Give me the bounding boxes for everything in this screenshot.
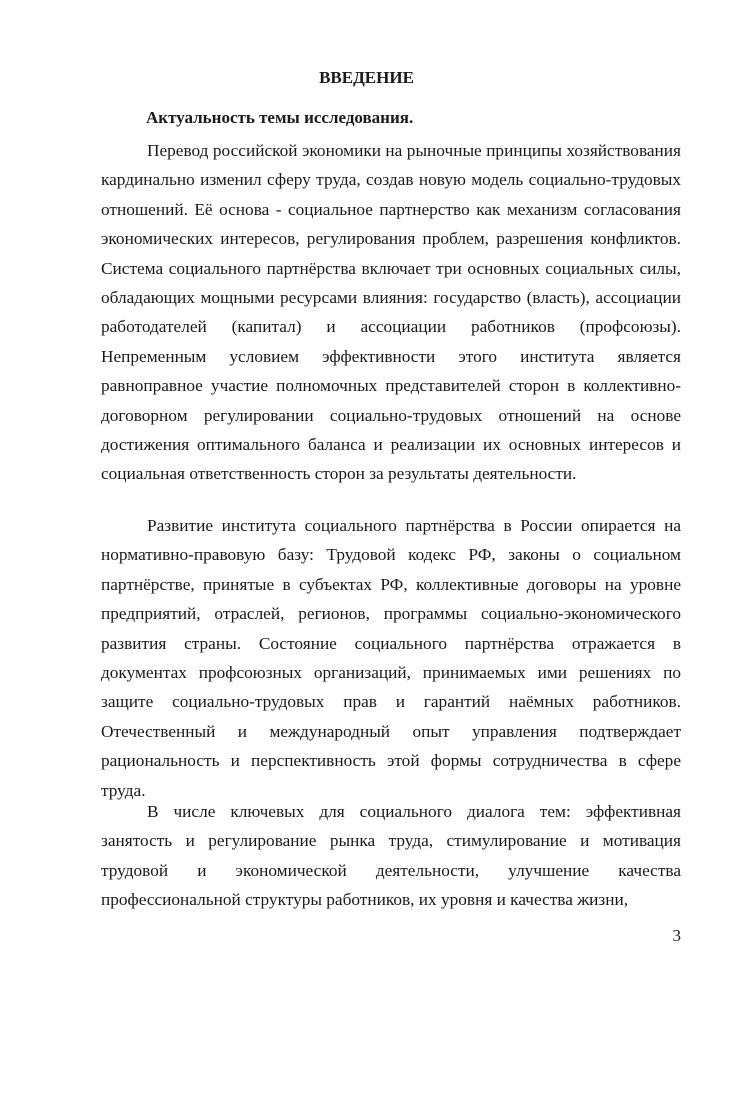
paragraph-relevance: Перевод российской экономики на рыночные принципы хозяйствования кардинально изменил сферу труда, создав новую модель социально-трудовых отношений. Её основа - социальное партнерство как механизм согласования экономических интересов, регулирования проблем, разрешения конфликтов. Система социального партнёрства включает три основных социальных силы, обладающих мощными ресурсами влияния: государство (власть), ассоциации работодателей (капитал) и ассоциации работников (профсоюзы). Непременным условием эффективности этого института является равноправное участие полномочных представителей сторон в коллективно-договорном регулировании социально-трудовых отношений на основе достижения оптимального баланса и реализации их основных интересов и социальная ответственность сторон за результаты деятельности. — [101, 141, 681, 484]
section-subheading: Актуальность темы исследования. — [146, 108, 414, 127]
page-number: 3 — [672, 926, 681, 945]
section-heading: ВВЕДЕНИЕ — [319, 68, 414, 87]
paragraph-institution: Развитие института социального партнёрства в России опирается на нормативно-правовую базу: Трудовой кодекс РФ, законы о социальном партнёрстве, принятые в субъектах РФ, коллективные договоры на уровне предприятий, отраслей, регионов, программы социально-экономического развития страны. Состояние социального партнёрства отражается в документах профсоюзных организаций, принимаемых ими решениях по защите социально-трудовых прав и гарантий наёмных работников. Отечественный и международный опыт управления подтверждает рациональность и перспективность этой формы сотрудничества в сфере труда. — [101, 516, 681, 800]
paragraph-dialogue-topics: В числе ключевых для социального диалога тем: эффективная занятость и регулирование рынка труда, стимулирование и мотивация трудовой и экономической деятельности, улучшение качества профессиональной структуры работников, их уровня и качества жизни, — [101, 802, 681, 910]
